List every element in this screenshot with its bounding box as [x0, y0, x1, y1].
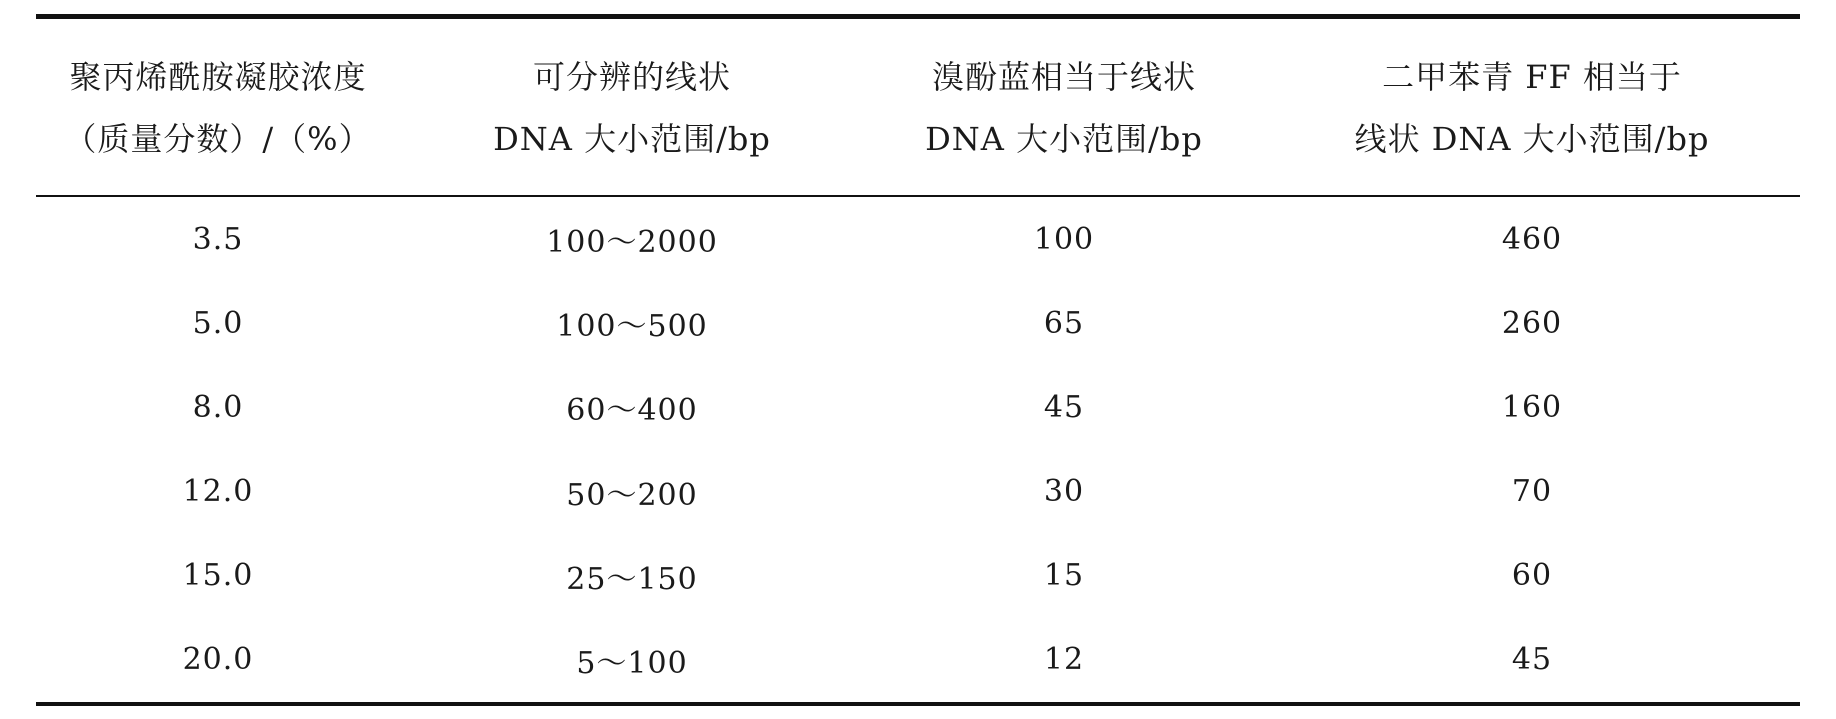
- header-line: DNA 大小范围/bp: [493, 120, 771, 158]
- cell-concentration: 3.5: [192, 221, 244, 257]
- cell-resolvable-range: 100～2000: [546, 225, 718, 261]
- header-line: 线状 DNA 大小范围/bp: [1354, 120, 1710, 158]
- cell-xylene-cyanol: 460: [1501, 221, 1563, 257]
- cell-xylene-cyanol: 160: [1501, 389, 1563, 425]
- cell-bromophenol-blue: 65: [1043, 305, 1085, 341]
- header-line: 溴酚蓝相当于线状: [931, 58, 1196, 96]
- cell-bromophenol-blue: 15: [1043, 558, 1085, 594]
- table-bottom-rule: [36, 702, 1800, 706]
- cell-bromophenol-blue: 12: [1043, 642, 1085, 678]
- data-table: [36, 14, 1800, 706]
- table-row: [36, 281, 1800, 365]
- cell-concentration: 8.0: [192, 389, 244, 425]
- header-line: （质量分数）/（%）: [64, 120, 372, 158]
- table-row: [36, 618, 1800, 702]
- table-row: [36, 365, 1800, 449]
- cell-concentration: 5.0: [192, 305, 244, 341]
- cell-resolvable-range: 50～200: [566, 477, 698, 513]
- table-row: [36, 197, 1800, 281]
- cell-concentration: 12.0: [182, 474, 254, 510]
- header-xylene-cyanol: [1264, 19, 1800, 195]
- table-row: [36, 450, 1800, 534]
- cell-xylene-cyanol: 45: [1511, 642, 1553, 678]
- header-resolvable-range: [400, 19, 864, 195]
- cell-resolvable-range: 25～150: [566, 561, 698, 597]
- cell-bromophenol-blue: 100: [1033, 221, 1095, 257]
- header-gel-concentration: [36, 19, 400, 195]
- cell-resolvable-range: 5～100: [576, 645, 688, 681]
- cell-bromophenol-blue: 45: [1043, 389, 1085, 425]
- header-line: DNA 大小范围/bp: [925, 120, 1203, 158]
- header-line: 可分辨的线状: [532, 58, 731, 96]
- cell-xylene-cyanol: 60: [1511, 558, 1553, 594]
- table-row: [36, 534, 1800, 618]
- cell-concentration: 20.0: [182, 642, 254, 678]
- cell-resolvable-range: 100～500: [556, 309, 708, 345]
- cell-bromophenol-blue: 30: [1043, 474, 1085, 510]
- cell-resolvable-range: 60～400: [566, 393, 698, 429]
- header-bromophenol-blue: [864, 19, 1264, 195]
- table-body: [36, 197, 1800, 702]
- header-line: 二甲苯青 FF 相当于: [1382, 58, 1682, 96]
- cell-xylene-cyanol: 70: [1511, 474, 1553, 510]
- cell-xylene-cyanol: 260: [1501, 305, 1563, 341]
- table-header-row: [36, 19, 1800, 195]
- cell-concentration: 15.0: [182, 558, 254, 594]
- header-line: 聚丙烯酰胺凝胶浓度: [69, 58, 367, 96]
